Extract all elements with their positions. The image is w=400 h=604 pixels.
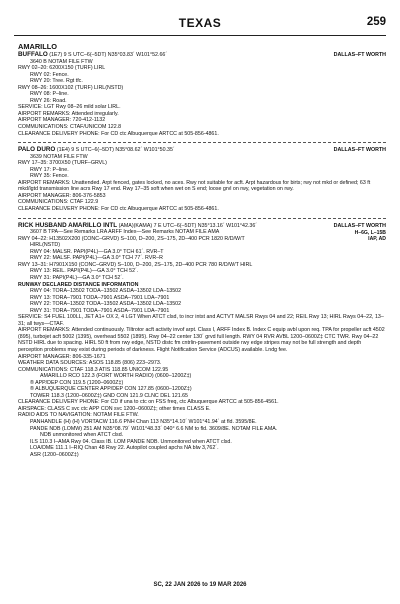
rco-line: AMARILLO RCO 122.3 (FORT WORTH RADIO) (0600–1200Z‡) [40, 373, 192, 380]
communications: COMMUNICATIONS: CTAF 118.3 ATIS 118.85 UNICOM 122.95 [18, 366, 169, 373]
vortac-line: PANHANDLE (H) (H) VORTACW 116.6 PNH Chan 113 N35°14.10´ W101°41.94´ at fld. 3595/8E. [30, 418, 257, 425]
airport-entry-rick-husband [18, 223, 386, 459]
runway-end-line: RWY 26: Road. [30, 97, 67, 104]
runway-line: RWY 02–20: 6200X150 (TURF) LIRL [18, 65, 106, 72]
page-footer: SC, 22 JAN 2026 to 19 MAR 2026 [153, 582, 247, 588]
airport-name: RICK HUSBAND AMARILLO INTL [18, 221, 118, 229]
airspace-line: AIRSPACE: CLASS C svc ctc APP CON svc 1200–0600Z‡; other times CLASS E. [18, 405, 211, 412]
communications: COMMUNICATIONS: CTAF 122.9 [18, 199, 99, 206]
ndb-line: PANDE NDB (LOMW) 251 AM N35°08.79´ W101°48.33´ 040° 6.6 NM to fld. 3609/8E. NOTAM FILE AMA. [30, 425, 278, 432]
elevation-line: 3640 B NOTAM FILE FTW [30, 58, 93, 65]
state-title: TEXAS [178, 16, 222, 30]
runway-end-line: RWY 04: MALSR. PAPI(P4L)—GA 3.0° TCH 61´. RVR–T [30, 248, 164, 255]
region-label: DALLAS–FT WORTH [333, 52, 386, 58]
runway-end-line: RWY 17: P–line. [30, 166, 69, 173]
chart-references [355, 230, 386, 242]
weather-sources: WEATHER DATA SOURCES: ASOS 118.85 (806) 223–2973. [18, 360, 162, 367]
runway-end-line: RWY 35: Fence. [30, 173, 69, 180]
clearance-delivery: CLEARANCE DELIVERY PHONE: For CD ctc Albuquerque ARTCC at 505-856-4861. [18, 130, 219, 137]
runway-end-line: RWY 31: PAPI(P4L)—GA 3.0° TCH 52´. [30, 274, 124, 281]
runway-line: RWY 04–22: H13502X200 (CONC–GRVD) S–100, D–200, 2S–175, 2D–400 PCR 1820 R/D/W/T [18, 235, 245, 242]
service-line: SERVICE: S4 FUEL 100LL, JET A1+ OX 2, 4 LGT When ATCT clsd, to incr intst and ACTVT MALSR Rwys 04 and 22; REIL Rwy 13; HIRL Rwys 04–22, 13–31; all twys—CTAF. [18, 314, 384, 327]
airport-ident-line: (1E7) 9 S UTC–6(–5DT) N35°03.83´ W101°52.66´ [49, 52, 168, 58]
region-label: DALLAS–FT WORTH [333, 147, 386, 154]
airport-name: PALO DURO [18, 146, 56, 154]
airport-ident-line: (AMA)(KAMA) 7 E UTC–6(–5DT) N35°13.16´ W101°42.36´ [118, 222, 258, 229]
airport-remarks: AIRPORT REMARKS: Attended continuously. Tiltrotor acft activity invof arpt. Class I, ARFF Index B. Index C equip avbl upon req. TPA for propeller acft 4502 (895), turbojet acft 5002 (1395), overhead 5502 (1895). Rwy 04–22 center 130´ grvd full length. RWY 04 RVR AVBL 1200–0600Z‡ CTC TWR. Rwy 04–22 NSTD HIRL due to spacing. HIRL 50 ft from rwy edge, NSTD distc fm cntrlin-pavement outside rwy edge stripes may not be full strength and depth perception problems may exist during periods of darkness. Flight Notification Service (ADCUS) available. Lndg fee. [18, 327, 385, 353]
declared-distance-row: RWY 04: TORA–13502 TODA–13502 ASDA–13502 LDA–13502 [30, 288, 182, 295]
clearance-delivery: CLEARANCE DELIVERY PHONE: For CD if una to ctc on FSS freq, ctc Albuquerque ARTCC at 505-856-4561. [18, 399, 279, 406]
entry-separator [18, 142, 386, 143]
elevation-line: 3639 NOTAM FILE FTW [30, 153, 88, 160]
runway-line: RWY 08–26: 1600X102 (TURF) LIRL(NSTD) [18, 84, 124, 91]
page-header [14, 16, 386, 32]
airport-manager: AIRPORT MANAGER: 806-335-1671 [18, 353, 106, 360]
declared-distance-row: RWY 13: TORA–7901 TODA–7901 ASDA–7901 LDA–7901 [30, 294, 170, 301]
airport-remarks: AIRPORT REMARKS: Unattended. Arpt fenced, gates locked, no aces. Rwy not suitable for acft. Arpt hazardous for birts; rwy not mkd or defined; 63 ft mkd/lgtd transmission line acrs Rwy 17 end. Rwy 17–35 soft when wet on S end; loose grvl on rwy, vegetation on rwy. [18, 179, 371, 193]
declared-distance-row: RWY 31: TORA–7901 TODA–7901 ASDA–7901 LDA–7901 [30, 307, 170, 314]
center-approach-control: ® ALBUQUERQUE CENTER APP/DEP CON 127.85 (0600–1200Z‡) [30, 386, 192, 393]
chart-ref-enroute: H–6G, L–15B [354, 229, 386, 236]
header-rule [14, 35, 386, 36]
communications: COMMUNICATIONS: CTAF/UNICOM 122.8 [18, 124, 122, 131]
airport-directory [18, 40, 386, 458]
runway-end-line: RWY 20: Tree. Rgt tfc. [30, 78, 83, 85]
runway-end-line: RWY 13: REIL. PAPI(P4L)—GA 3.0° TCH 52´. [30, 268, 139, 275]
airport-manager: AIRPORT MANAGER: 720-412-1132 [18, 117, 106, 124]
loc-dme-line: LOA/DME 111.1 I–RIQ Chan 48 Rwy 22. Autopilot coupled apchs NA blw 3,762´. [30, 445, 219, 452]
navaids-heading: RADIO AIDS TO NAVIGATION: NOTAM FILE FTW. [18, 412, 139, 419]
declared-distance-row: RWY 22: TORA–13502 TODA–13502 ASDA–13502 LDA–13502 [30, 301, 182, 308]
clearance-delivery: CLEARANCE DELIVERY PHONE: For CD ctc Albuquerque ARTCC at 505-856-4861. [18, 206, 219, 213]
runway-end-line: RWY 22: MALSF. PAPI(P4L)—GA 3.0° TCH 77´. RVR–R [30, 255, 163, 262]
airport-entry-palo-duro [18, 147, 386, 212]
runway-line: RWY 17–35: 3700X50 (TURF–GRVL) [18, 160, 107, 167]
asr-line: ASR (1200–0600Z‡) [30, 451, 79, 458]
tower-ground-line: TOWER 118.3 (1200–0600Z‡) GND CON 121.9 CLNC DEL 121.65 [30, 392, 189, 399]
page-number: 259 [366, 16, 386, 28]
airport-entry-buffalo [18, 52, 386, 137]
airport-remarks: AIRPORT REMARKS: Attended irregularly. [18, 110, 119, 117]
runway-lighting: HIRL(NSTD) [30, 242, 61, 249]
airport-name: BUFFALO [18, 51, 48, 58]
ils-line: ILS 110.3 I–AMA Rwy 04. Class IB. LOM PANDE NDB. Unmonitored when ATCT clsd. [30, 438, 232, 445]
airport-ident-line: (1E4) 9 S UTC–6(–5DT) N35°08.62´ W101°50.35´ [56, 147, 175, 154]
service-line: SERVICE: LGT Rwy 08–26 mild solar LIRL. [18, 104, 121, 111]
runway-end-line: RWY 02: Fence. [30, 71, 69, 78]
city-name: AMARILLO [18, 42, 57, 51]
region-label: DALLAS–FT WORTH [333, 222, 386, 229]
runway-end-line: RWY 08: P–line. [30, 91, 69, 98]
chart-ref-iap: IAP, AD [368, 235, 386, 242]
approach-control: ® APP/DEP CON 119.5 (1200–0600Z‡) [30, 379, 124, 386]
entry-separator [18, 218, 386, 219]
runway-line: RWY 13–31: H7901X150 (CONC–GRVD) S–100, D–200, 2S–175, 2D–400 PCR 780 R/D/W/T HIRL [18, 261, 253, 268]
airport-manager: AIRPORT MANAGER: 806-376-5853 [18, 192, 106, 199]
declared-distance-heading: RUNWAY DECLARED DISTANCE INFORMATION [18, 281, 139, 288]
elevation-line: 3607 B TPA—See Remarks LRA ARFF Index—See Remarks NOTAM FILE AMA [30, 229, 220, 236]
ndb-note: NDB unmonitored when ATCT clsd. [40, 432, 124, 439]
